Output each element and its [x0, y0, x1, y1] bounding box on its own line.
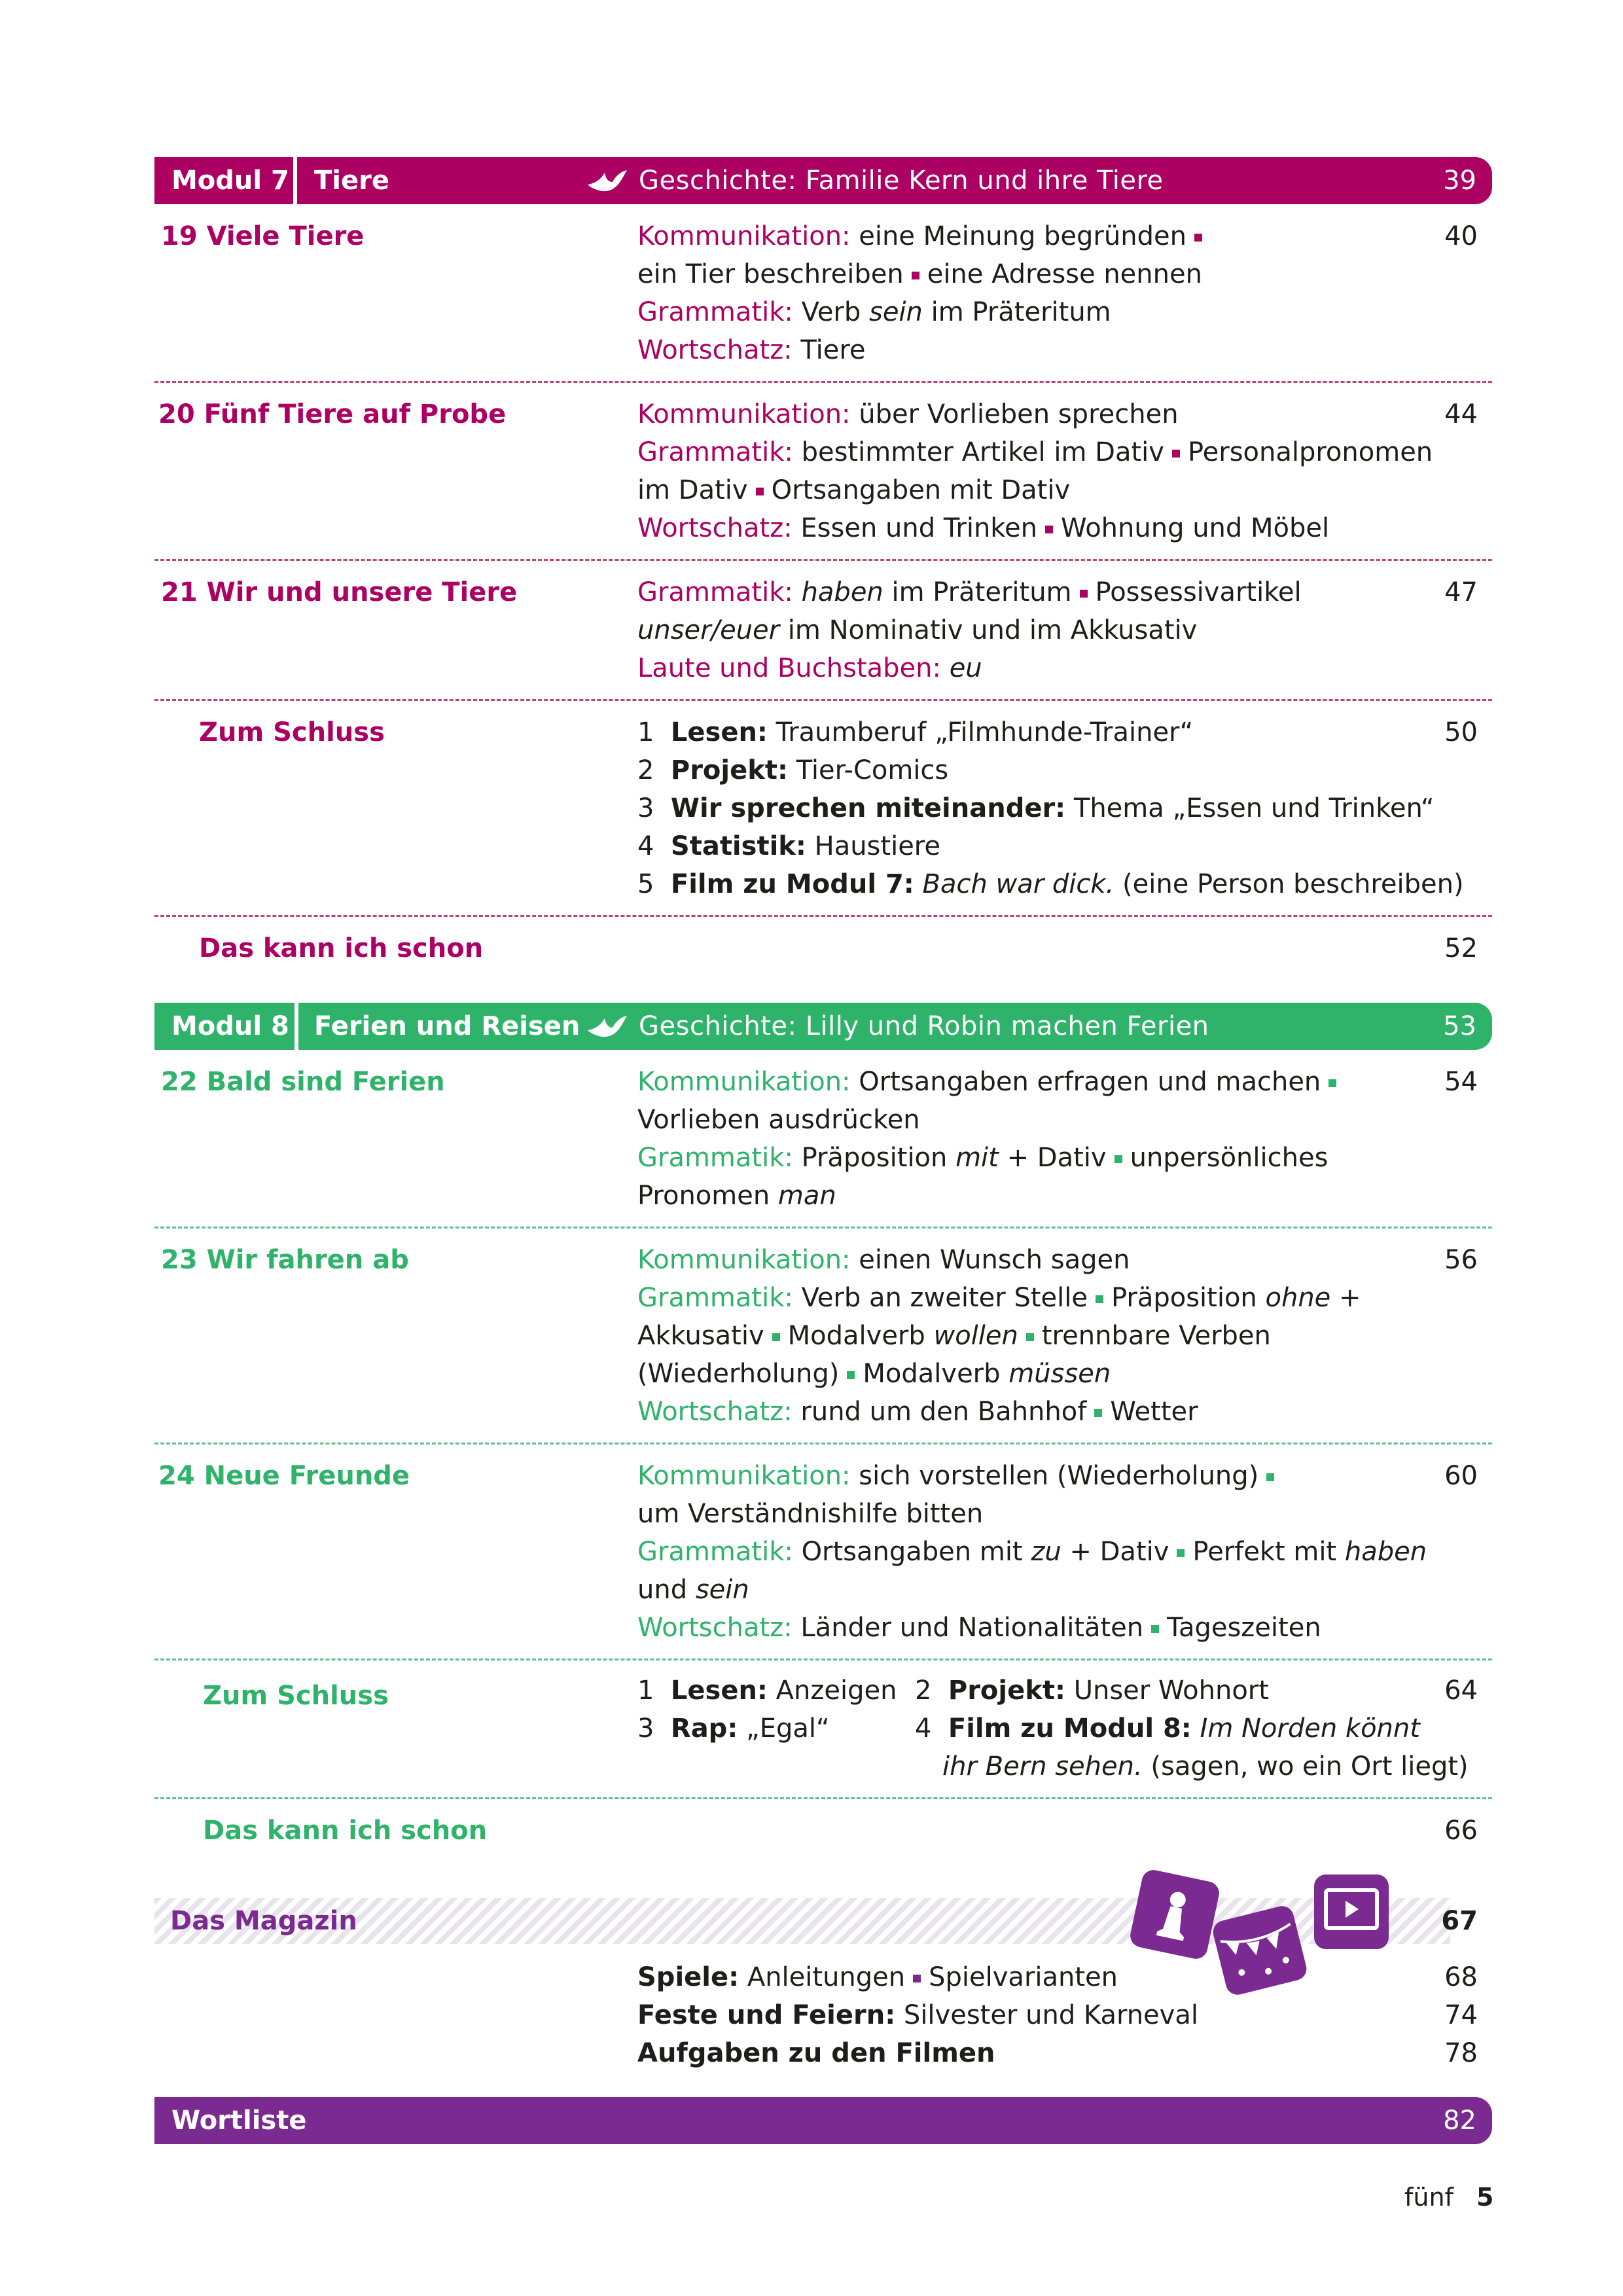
magazin-entry: Spiele: Anleitungen Spielvarianten — [637, 1962, 1118, 1992]
divider — [154, 381, 1492, 383]
unit-title: 21 Wir und unsere Tiere — [161, 577, 518, 607]
magazin-entry: Feste und Feiern: Silvester und Karneval — [637, 2000, 1198, 2030]
modul-title: Ferien und Reisen — [314, 1011, 580, 1041]
content-line: unser/euer im Nominativ und im Akkusativ — [637, 615, 1198, 645]
zum-schluss-title: Zum Schluss — [199, 717, 385, 747]
content-line: Grammatik: Verb an zweiter Stelle Präposition ohne + — [637, 1283, 1361, 1313]
page-number: 47 — [1444, 577, 1478, 607]
content-line: Laute und Buchstaben: eu — [637, 653, 982, 683]
divider — [154, 1659, 1492, 1660]
content-line: Akkusativ Modalverb wollen trennbare Verben — [637, 1321, 1271, 1351]
modul-title: Tiere — [314, 166, 389, 196]
kann-ich-schon-title: Das kann ich schon — [203, 1816, 488, 1846]
page-number: 78 — [1444, 2038, 1478, 2068]
schluss-item: 1 Lesen: Anzeigen — [637, 1676, 897, 1706]
unit-title: 20 Fünf Tiere auf Probe — [158, 399, 507, 429]
page-number: 44 — [1444, 399, 1478, 429]
story-title: Geschichte: Lilly und Robin machen Ferien — [639, 1011, 1209, 1041]
schluss-item: 2 Projekt: Unser Wohnort — [915, 1676, 1269, 1706]
wortliste-bar — [154, 2097, 1492, 2144]
divider — [154, 699, 1492, 701]
page-number: 50 — [1444, 717, 1478, 747]
page-number: 66 — [1444, 1816, 1478, 1846]
schluss-item-cont: ihr Bern sehen. (sagen, wo ein Ort liegt) — [942, 1751, 1469, 1782]
schluss-item: 3 Wir sprechen miteinander: Thema „Essen und Trinken“ — [637, 793, 1435, 823]
story-title: Geschichte: Familie Kern und ihre Tiere — [639, 166, 1164, 196]
content-line: Grammatik: bestimmter Artikel im Dativ Personalpronomen — [637, 437, 1433, 467]
divider — [154, 559, 1492, 561]
modul-8-header — [154, 1003, 1492, 1050]
page-number: 74 — [1444, 2000, 1478, 2030]
content-line: Vorlieben ausdrücken — [637, 1105, 920, 1135]
zum-schluss-title: Zum Schluss — [203, 1681, 389, 1711]
modul-7-header — [154, 157, 1492, 204]
content-line: im Dativ Ortsangaben mit Dativ — [637, 475, 1071, 505]
divider — [154, 915, 1492, 917]
content-line: Grammatik: Verb sein im Präteritum — [637, 297, 1111, 327]
content-line: Grammatik: Präposition mit + Dativ unpersönliches — [637, 1143, 1329, 1173]
schluss-item: 3 Rap: „Egal“ — [637, 1713, 830, 1744]
schluss-item: 4 Statistik: Haustiere — [637, 831, 940, 861]
modul-label: Modul 7 — [171, 166, 289, 196]
page-number: 40 — [1444, 221, 1478, 251]
content-line: Grammatik: haben im Präteritum Possessivartikel — [637, 577, 1302, 607]
schluss-item: 1 Lesen: Traumberuf „Filmhunde-Trainer“ — [637, 717, 1194, 747]
content-line: Wortschatz: Tiere — [637, 335, 866, 365]
unit-title: 23 Wir fahren ab — [161, 1245, 409, 1275]
schluss-item: 4 Film zu Modul 8: Im Norden könnt — [915, 1713, 1420, 1744]
modul-label: Modul 8 — [171, 1011, 289, 1041]
content-line: Pronomen man — [637, 1181, 836, 1211]
bird-icon — [586, 165, 628, 196]
content-line: um Verständnishilfe bitten — [637, 1499, 984, 1529]
page-number: 54 — [1444, 1067, 1478, 1097]
page-number: 67 — [1441, 1906, 1478, 1936]
content-line: Wortschatz: rund um den Bahnhof Wetter — [637, 1397, 1198, 1427]
unit-title: 24 Neue Freunde — [158, 1461, 410, 1491]
page-number: 53 — [1443, 1011, 1476, 1041]
footer-page-number: 5 — [1476, 2183, 1494, 2212]
magazin-title: Das Magazin — [170, 1906, 357, 1936]
unit-title: 22 Bald sind Ferien — [161, 1067, 445, 1097]
party-banner-icon — [1211, 1905, 1309, 1996]
content-line: Wortschatz: Essen und Trinken Wohnung und Möbel — [637, 513, 1330, 543]
page-number: 68 — [1444, 1962, 1478, 1992]
content-line: Wortschatz: Länder und Nationalitäten Tageszeiten — [637, 1613, 1321, 1643]
video-icon — [1309, 1869, 1394, 1954]
bird-icon — [586, 1011, 628, 1042]
page-number: 52 — [1444, 933, 1478, 963]
page-number: 56 — [1444, 1245, 1478, 1275]
kann-ich-schon-title: Das kann ich schon — [199, 933, 484, 963]
magazin-entry: Aufgaben zu den Filmen — [637, 2038, 995, 2068]
page-number: 82 — [1443, 2106, 1476, 2136]
divider — [154, 1797, 1492, 1799]
content-line: Grammatik: Ortsangaben mit zu + Dativ Perfekt mit haben — [637, 1537, 1427, 1567]
content-line: Kommunikation: sich vorstellen (Wiederholung) — [637, 1457, 1282, 1495]
footer-page-word: fünf — [1404, 2183, 1454, 2212]
divider — [154, 1227, 1492, 1229]
schluss-item: 5 Film zu Modul 7: Bach war dick. (eine Person beschreiben) — [637, 869, 1464, 899]
page-number: 60 — [1444, 1461, 1478, 1491]
content-line: Kommunikation: über Vorlieben sprechen — [637, 399, 1179, 429]
unit-title: 19 Viele Tiere — [161, 221, 365, 251]
content-line: ein Tier beschreiben eine Adresse nennen — [637, 259, 1202, 289]
page-number: 64 — [1444, 1676, 1478, 1706]
content-line: und sein — [637, 1575, 749, 1605]
content-line: Kommunikation: einen Wunsch sagen — [637, 1245, 1130, 1275]
divider — [154, 1443, 1492, 1444]
schluss-item: 2 Projekt: Tier-Comics — [637, 755, 949, 785]
content-line: Kommunikation: eine Meinung begründen — [637, 217, 1210, 255]
wortliste-title: Wortliste — [171, 2106, 307, 2136]
content-line: (Wiederholung) Modalverb müssen — [637, 1359, 1111, 1389]
page-number: 39 — [1443, 166, 1476, 196]
content-line: Kommunikation: Ortsangaben erfragen und machen — [637, 1063, 1344, 1101]
game-piece-icon — [1126, 1865, 1224, 1964]
